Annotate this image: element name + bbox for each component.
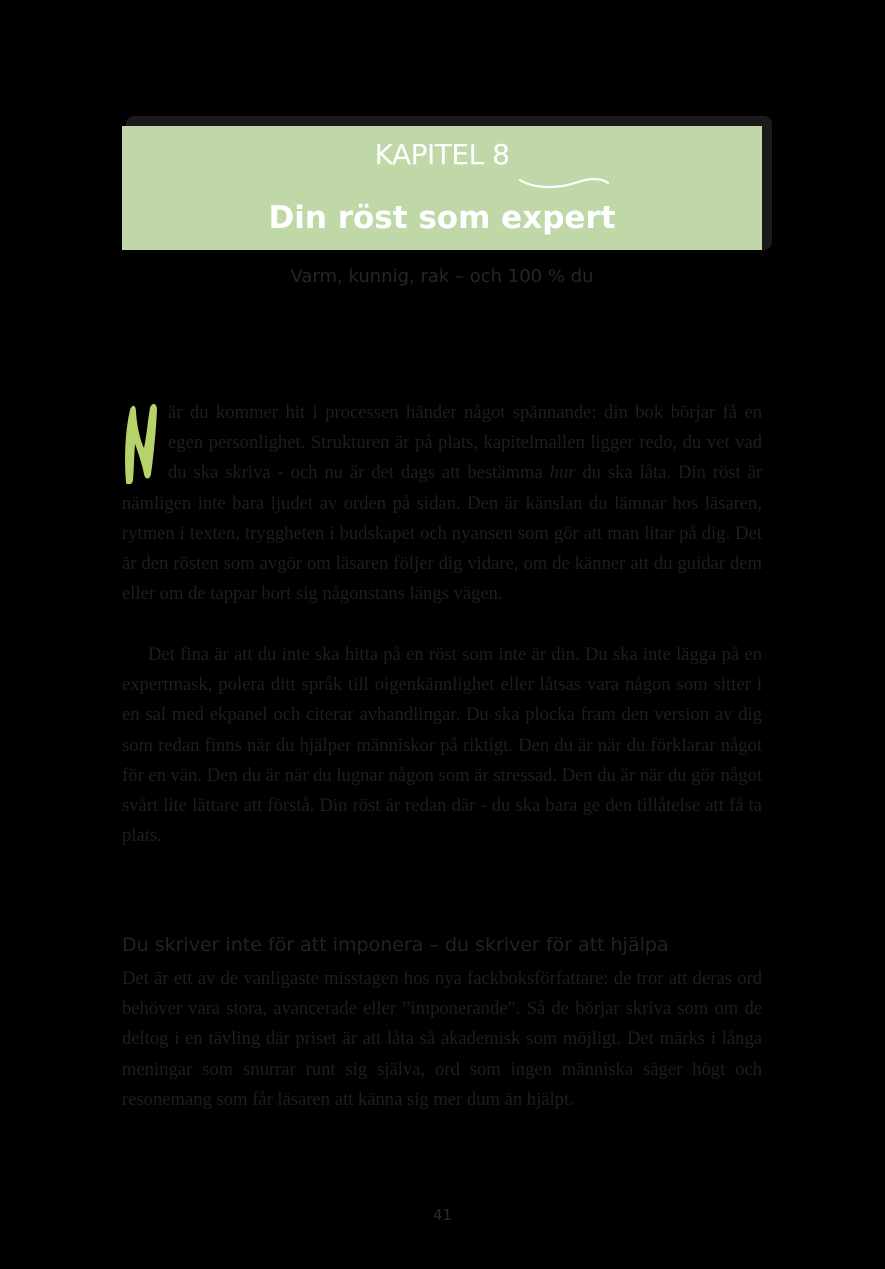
chapter-subtitle: Varm, kunnig, rak – och 100 % du: [290, 266, 594, 287]
chapter-title: Din röst som expert: [268, 200, 616, 236]
swash-ornament-icon: [518, 176, 610, 190]
body-paragraph-1: [122, 398, 762, 609]
section-heading: Du skriver inte för att imponera – du skriver för att hjälpa: [122, 934, 669, 956]
paragraph-3-text: Det är ett av de vanligaste misstagen hos nya fackboksförfattare: de tror att deras ord behöver vara stora, avancerade eller ”imponerande”. Så de börjar skriva som om de deltog i en tävling där priset är att låta så akademisk som möjligt. Det märks i långa meningar som snurrar runt sig själva, ord som ingen människa säger högt och resonemang som får läsaren att känna sig mer dum än hjälpt.: [122, 968, 762, 1110]
chapter-header: [122, 126, 762, 250]
paragraph-1-text-start: är du kommer hit i processen händer något spännande: din bok börjar få en egen personlighet. Strukturen är på plats, kapitelmallen ligger redo, du vet vad du ska skriva - och nu är det dags att bestämma: [168, 402, 762, 484]
body-paragraph-2: [122, 640, 762, 851]
page-number: 41: [432, 1206, 453, 1224]
paragraph-1-italic-word: hur: [549, 462, 576, 484]
paragraph-2-text: Det fina är att du inte ska hitta på en röst som inte är din. Du ska inte lägga på en expertmask, polera ditt språk till oigenkännlighet eller låtsas vara någon som sitter i en sal med ekpanel och citerar avhandlingar. Du ska plocka fram den version av dig som redan finns när du hjälper människor på riktigt. Den du är när du förklarar något för en vän. Den du är när du lugnar någon som är stressad. Den du är när du gör något svårt lite lättare att förstå. Din röst är redan där - du ska bara ge den tillåtelse att få ta plats.: [122, 644, 762, 847]
paragraph-1-text-end: du ska låta. Din röst är nämligen inte bara ljudet av orden på sidan. Den är känslan du lämnar hos läsaren, rytmen i texten, tryggheten i budskapet och nyansen som gör att man litar på dig. Det är den rösten som avgör om läsaren följer dig vidare, om de känner att du guidar dem eller om de tappar bort sig någonstans längs vägen.: [122, 462, 763, 605]
drop-cap-n: [120, 400, 162, 484]
chapter-label: KAPITEL 8: [374, 138, 510, 171]
body-paragraph-3: [122, 964, 762, 1115]
